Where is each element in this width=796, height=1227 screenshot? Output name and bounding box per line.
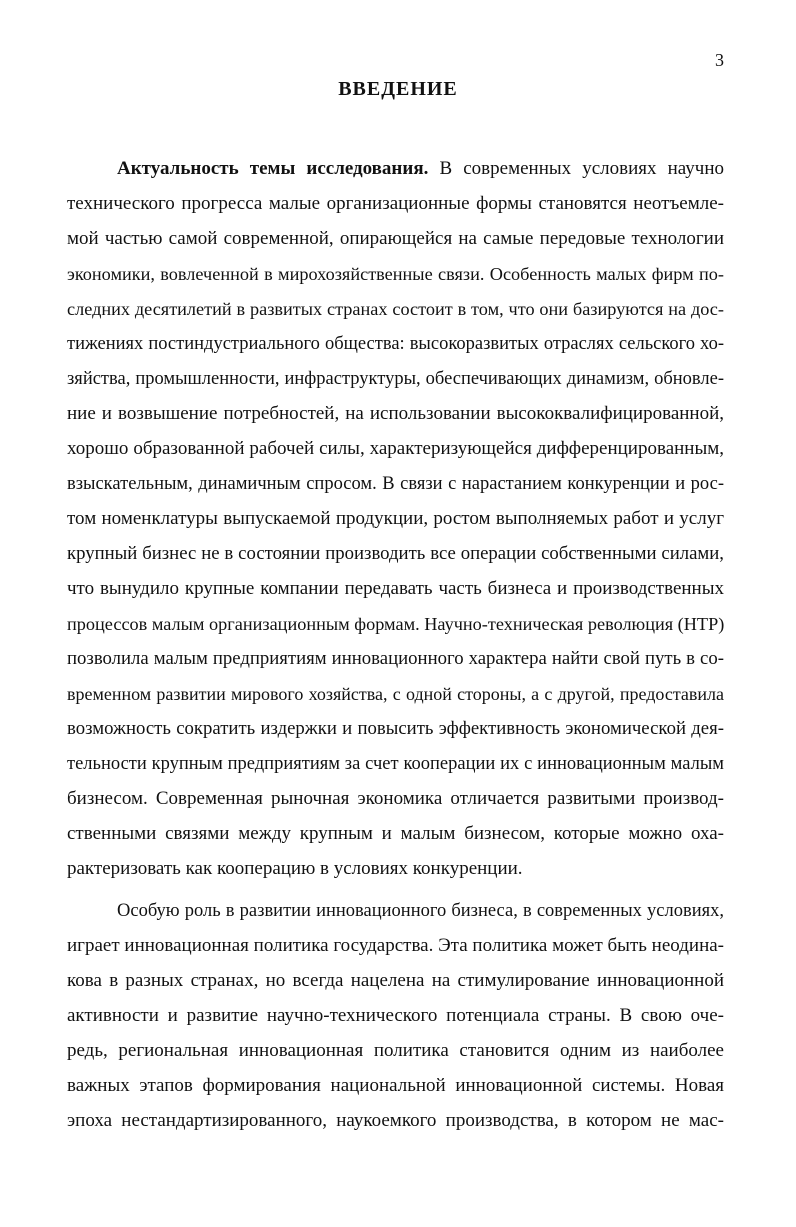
paragraph-1-line-21: рактеризовать как кооперацию в условиях конкуренции. [67,858,523,879]
paragraph-1-line-7: зяйства, промышленности, инфраструктуры, обеспечивающих динамизм, обновле- [67,369,724,389]
page-heading: ВВЕДЕНИЕ [338,78,458,100]
paragraph-1-line-15: позволила малым предприятиям инновационного характера найти свой путь в со- [67,648,724,669]
paragraph-2-line-3: кова в разных странах, но всегда нацелена на стимулирование инновационной [67,970,724,991]
page-number: 3 [715,50,724,70]
paragraph-1-line-1-text: В современных условиях научно [439,158,724,179]
paragraph-1-line-13: что вынудило крупные компании передавать часть бизнеса и производственных [67,578,724,599]
paragraph-1-line-2: технического прогресса малые организационные формы становятся неотъемле- [67,193,724,214]
paragraph-2-line-7: эпоха нестандартизированного, наукоемкого производства, в котором не мас- [67,1110,724,1131]
paragraph-1-line-9: хорошо образованной рабочей силы, характеризующейся дифференцированным, [67,438,724,459]
paragraph-1-line-11: том номенклатуры выпускаемой продукции, ростом выполняемых работ и услуг [67,508,724,529]
paragraph-2-line-2: играет инновационная политика государства. Эта политика может быть неодина- [67,935,724,956]
paragraph-1-line-5: следних десятилетий в развитых странах состоит в том, что они базируются на дос- [67,299,724,319]
paragraph-1-line-3: мой частью самой современной, опирающейся на самые передовые технологии [67,228,724,249]
paragraph-1-line-20: ственными связями между крупным и малым бизнесом, которые можно оха- [67,823,724,844]
paragraph-1-line-17: возможность сократить издержки и повысить эффективность экономической дея- [67,718,724,739]
paragraph-2-line-1: Особую роль в развитии инновационного бизнеса, в современных условиях, [117,901,724,921]
paragraph-1-line-12: крупный бизнес не в состоянии производить все операции собственными силами, [67,543,724,564]
paragraph-1-line-6: тижениях постиндустриального общества: высокоразвитых отраслях сельского хо- [67,334,724,354]
paragraph-1-line-16: временном развитии мирового хозяйства, с одной стороны, а с другой, предоставила [67,684,724,704]
paragraph-2-line-6: важных этапов формирования национальной инновационной системы. Новая [67,1075,724,1096]
paragraph-1-line-18: тельности крупным предприятиям за счет кооперации их с инновационным малым [67,754,724,774]
paragraph-1-line-4: экономики, вовлеченной в мирохозяйственные связи. Особенность малых фирм по- [67,264,724,284]
paragraph-1-lead: Актуальность темы исследования. [117,158,429,179]
paragraph-2-line-4: активности и развитие научно-технического потенциала страны. В свою оче- [67,1005,724,1026]
paragraph-1-line-1 [117,157,724,181]
paragraph-1-line-10: взыскательным, динамичным спросом. В связи с нарастанием конкуренции и рос- [67,474,724,494]
paragraph-1-line-19: бизнесом. Современная рыночная экономика отличается развитыми производ- [67,788,724,809]
paragraph-1-line-8: ние и возвышение потребностей, на использовании высококвалифицированной, [67,403,724,424]
paragraph-2-line-5: редь, региональная инновационная политика становится одним из наиболее [67,1040,724,1061]
paragraph-1-line-14: процессов малым организационным формам. Научно-техническая революция (НТР) [67,614,725,634]
